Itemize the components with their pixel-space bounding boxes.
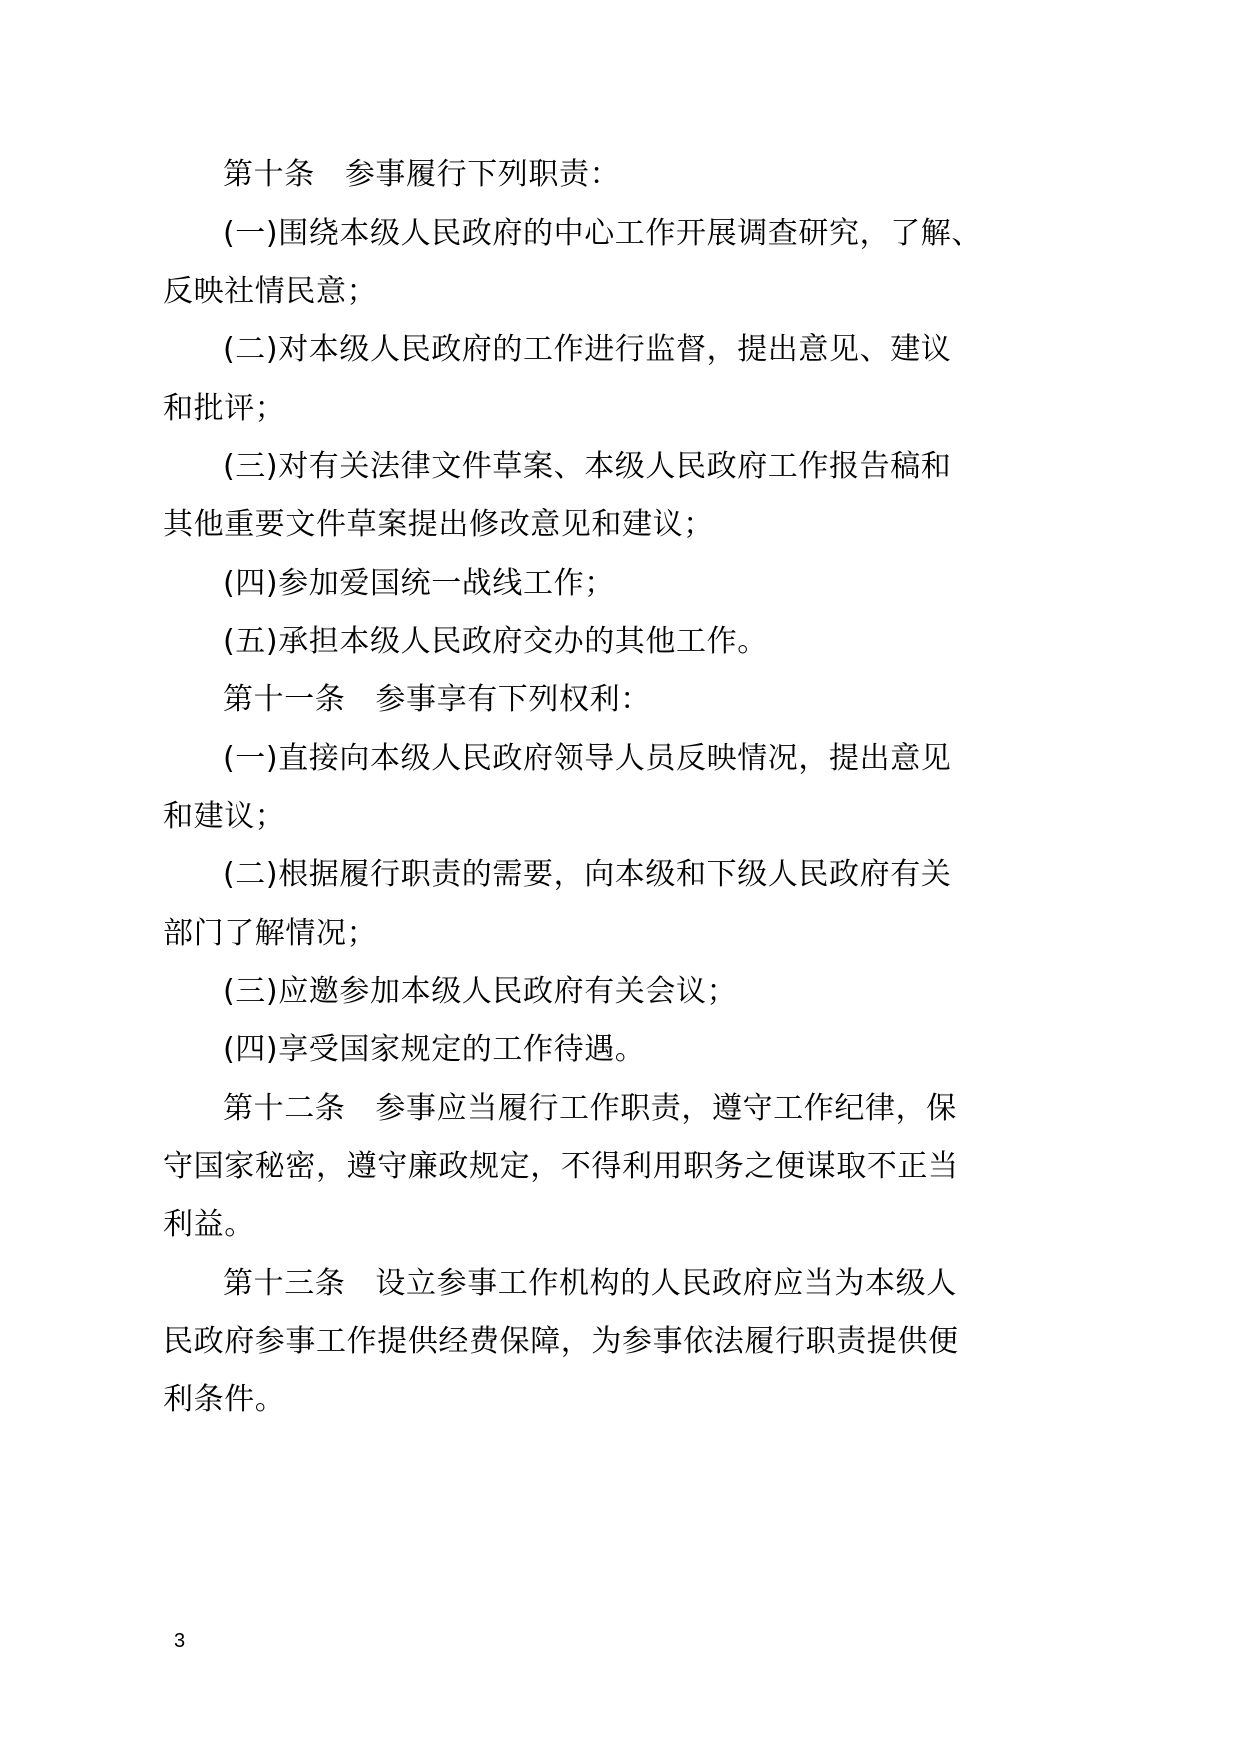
article-number: 第十二条 xyxy=(223,1091,346,1126)
page-number: 3 xyxy=(174,1630,186,1652)
article-10-heading xyxy=(223,155,620,195)
article-text: 参事履行下列职责： xyxy=(344,157,621,192)
duty-item-3-line-1: (三)对有关法律文件草案、本级人民政府工作报告稿和 xyxy=(223,449,952,484)
article-number: 第十三条 xyxy=(223,1266,346,1301)
article-12-heading xyxy=(223,1089,957,1129)
right-item-2-line-2: 部门了解情况； xyxy=(163,916,378,951)
article-12-line-2: 守国家秘密，遵守廉政规定，不得利用职务之便谋取不正当 xyxy=(163,1149,959,1184)
duty-item-2-line-1: (二)对本级人民政府的工作进行监督，提出意见、建议 xyxy=(223,332,952,367)
duty-item-5: (五)承担本级人民政府交办的其他工作。 xyxy=(223,624,768,659)
right-item-1-line-2: 和建议； xyxy=(163,799,286,834)
duty-item-2-line-2: 和批评； xyxy=(163,391,286,426)
article-13-heading xyxy=(223,1264,957,1304)
duty-item-1-line-1: (一)围绕本级人民政府的中心工作开展调查研究，了解、 xyxy=(223,216,983,251)
article-11-heading xyxy=(223,680,651,720)
article-13-line-2: 民政府参事工作提供经费保障，为参事依法履行职责提供便 xyxy=(163,1324,959,1359)
duty-item-3-line-2: 其他重要文件草案提出修改意见和建议； xyxy=(163,507,714,542)
right-item-3: (三)应邀参加本级人民政府有关会议； xyxy=(223,974,738,1009)
article-12-line-3: 利益。 xyxy=(163,1207,255,1242)
article-13-line-3: 利条件。 xyxy=(163,1382,286,1417)
duty-item-4: (四)参加爱国统一战线工作； xyxy=(223,566,615,601)
article-text: 参事享有下列权利： xyxy=(375,682,651,717)
article-number: 第十条 xyxy=(223,157,315,192)
article-number: 第十一条 xyxy=(223,682,346,717)
article-text: 设立参事工作机构的人民政府应当为本级人 xyxy=(375,1266,957,1301)
right-item-2-line-1: (二)根据履行职责的需要，向本级和下级人民政府有关 xyxy=(223,857,952,892)
right-item-1-line-1: (一)直接向本级人民政府领导人员反映情况，提出意见 xyxy=(223,741,952,776)
right-item-4: (四)享受国家规定的工作待遇。 xyxy=(223,1032,646,1067)
article-text: 参事应当履行工作职责，遵守工作纪律，保 xyxy=(375,1091,957,1126)
duty-item-1-line-2: 反映社情民意； xyxy=(163,274,378,309)
